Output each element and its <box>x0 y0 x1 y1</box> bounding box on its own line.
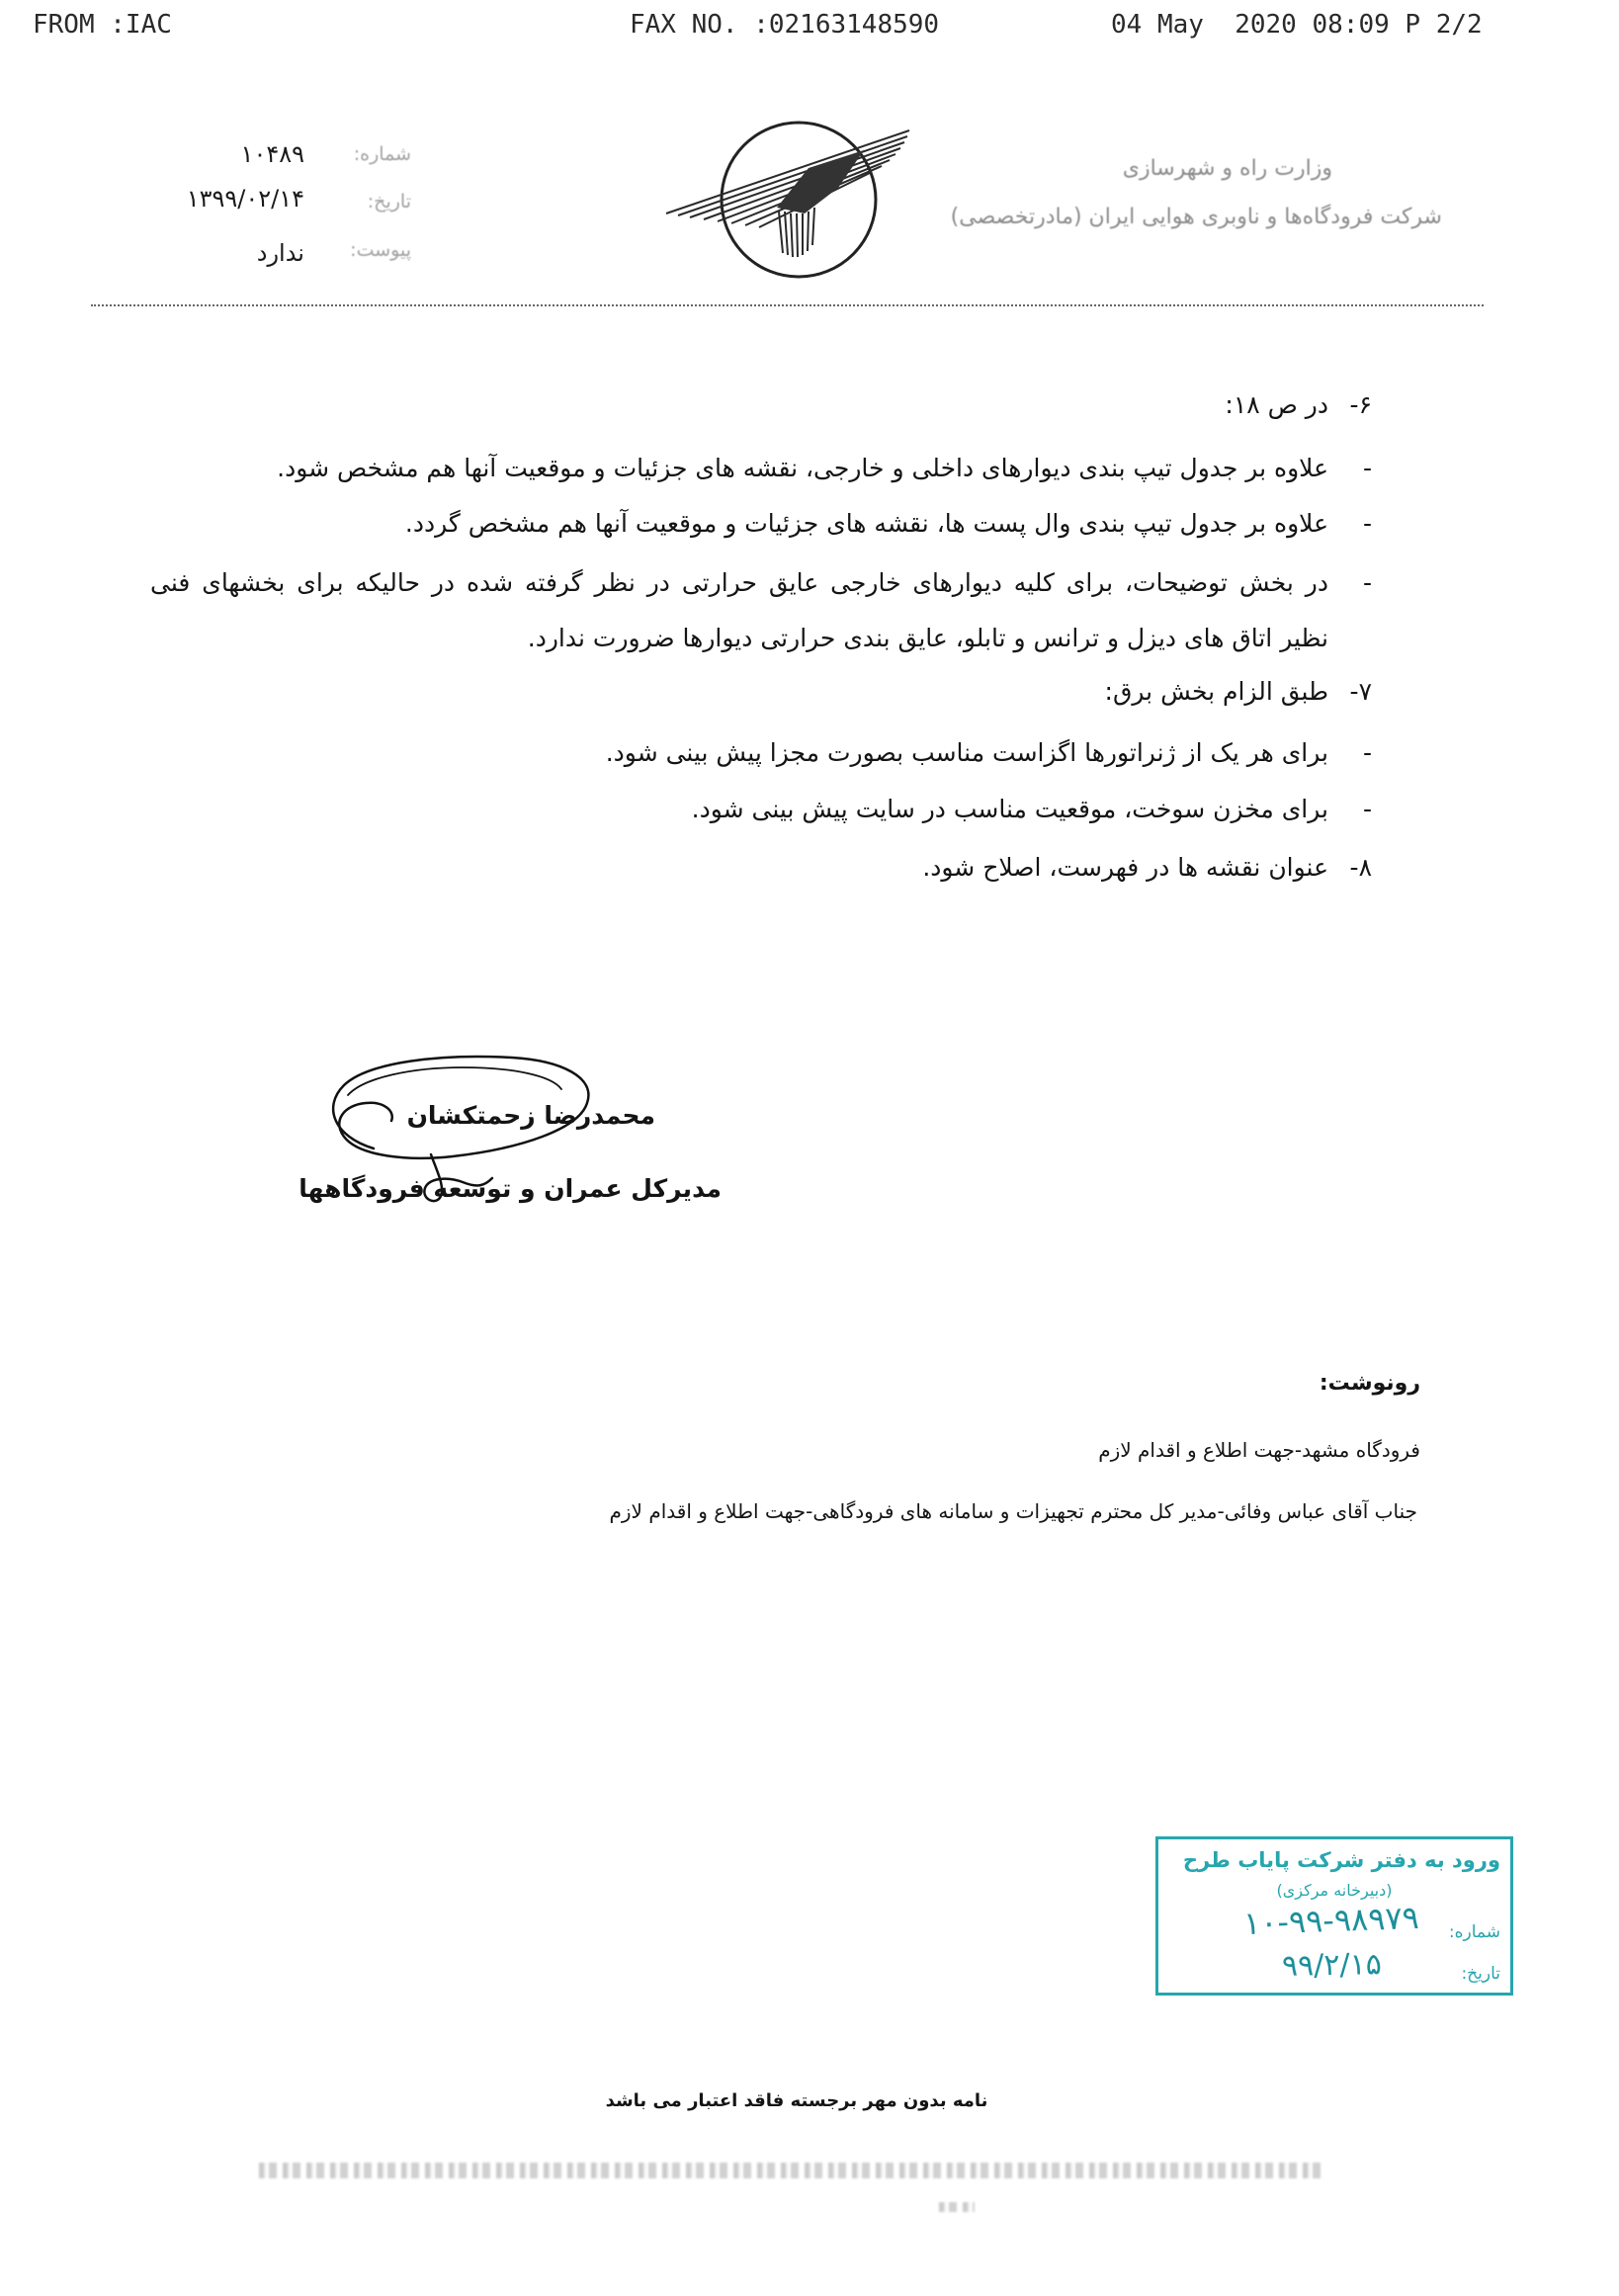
fax-from: FROM :IAC <box>33 10 172 40</box>
signatory-title: مدیرکل عمران و توسعه فرودگاهها <box>298 1174 722 1203</box>
footer-address-faded-tail <box>939 2202 975 2212</box>
section-heading: عنوان نقشه ها در فهرست، اصلاح شود. <box>922 853 1328 882</box>
bullet-marker: - <box>1362 738 1372 767</box>
stamp-number-label: شماره: <box>1448 1922 1500 1942</box>
fax-number: FAX NO. :02163148590 <box>630 10 940 40</box>
bullet-marker: - <box>1362 509 1372 538</box>
copy-recipient: فرودگاه مشهد-جهت اطلاع و اقدام لازم <box>1098 1438 1420 1462</box>
iac-logo-icon <box>660 117 923 287</box>
list-item-text: برای هر یک از ژنراتورها اگزاست مناسب بصورت مجزا پیش بینی شود. <box>605 738 1328 767</box>
letter-attachment-value: ندارد <box>256 239 304 267</box>
bullet-marker: - <box>1362 568 1372 597</box>
list-item-text: در بخش توضیحات، برای کلیه دیوارهای خارجی عایق حرارتی در نظر گرفته شده در حالیکه برای بخشهای فنی <box>150 568 1328 597</box>
footer-notice: نامه بدون مهر برجسته فاقد اعتبار می باشد <box>605 2090 988 2111</box>
copies-heading: رونوشت: <box>1319 1371 1420 1396</box>
stamp-date-label: تاریخ: <box>1461 1964 1500 1984</box>
section-7-heading-line <box>1105 672 1372 712</box>
list-item <box>277 449 1372 488</box>
list-item <box>606 733 1372 773</box>
footer-address-faded <box>259 2163 1322 2178</box>
list-item-text: برای مخزن سوخت، موقعیت مناسب در سایت پیش بینی شود. <box>691 795 1328 823</box>
section-number: ۷- <box>1349 677 1372 706</box>
list-item-text: علاوه بر جدول تیپ بندی دیوارهای داخلی و خارجی، نقشه های جزئیات و موقعیت آنها هم مشخص شود. <box>277 454 1328 482</box>
stamp-title: ورود به دفتر شرکت پایاب طرح <box>1182 1848 1500 1872</box>
section-heading: طبق الزام بخش برق: <box>1104 677 1328 706</box>
letterhead-company: شرکت فرودگاه‌ها و ناوبری هوایی ایران (مادرتخصصی) <box>950 205 1442 229</box>
stamp-subtitle: (دبیرخانه مرکزی) <box>1276 1881 1393 1900</box>
list-item <box>150 563 1372 603</box>
section-number: ۶- <box>1349 390 1372 419</box>
bullet-marker: - <box>1362 795 1372 823</box>
letterhead-divider <box>91 304 1484 306</box>
letter-date-value: ۱۳۹۹/۰۲/۱۴ <box>186 185 304 213</box>
letter-number-label: شماره: <box>353 143 411 165</box>
list-item-continuation: نظیر اتاق های دیزل و ترانس و تابلو، عایق بندی حرارتی دیوارها ضرورت ندارد. <box>527 624 1328 652</box>
fax-datetime: 04 May 2020 08:09 P 2/2 <box>1111 10 1483 40</box>
list-item <box>692 790 1372 829</box>
copy-recipient: جناب آقای عباس وفائی-مدیر کل محترم تجهیزات و سامانه های فرودگاهی-جهت اطلاع و اقدام لازم <box>609 1499 1417 1523</box>
section-8-heading-line <box>922 848 1372 888</box>
letter-attachment-label: پیوست: <box>350 239 411 261</box>
list-item <box>405 504 1372 544</box>
section-6-heading-line <box>1225 385 1372 425</box>
stamp-number-value: ۱۰-۹۹-۹۸۹۷۹ <box>1242 1898 1420 1943</box>
section-number: ۸- <box>1349 853 1372 882</box>
signatory-name: محمدرضا زحمتکشان <box>406 1101 655 1130</box>
receipt-stamp <box>1155 1836 1513 1996</box>
letter-number-value: ۱۰۴۸۹ <box>240 140 304 168</box>
bullet-marker: - <box>1362 454 1372 482</box>
letter-date-label: تاریخ: <box>367 191 411 213</box>
section-heading: در ص ۱۸: <box>1225 390 1328 419</box>
letterhead-ministry: وزارت راه و شهرسازی <box>1122 156 1332 181</box>
stamp-date-value: ۹۹/۲/۱۵ <box>1281 1947 1383 1984</box>
list-item-text: علاوه بر جدول تیپ بندی وال پست ها، نقشه های جزئیات و موقعیت آنها هم مشخص گردد. <box>404 509 1328 538</box>
